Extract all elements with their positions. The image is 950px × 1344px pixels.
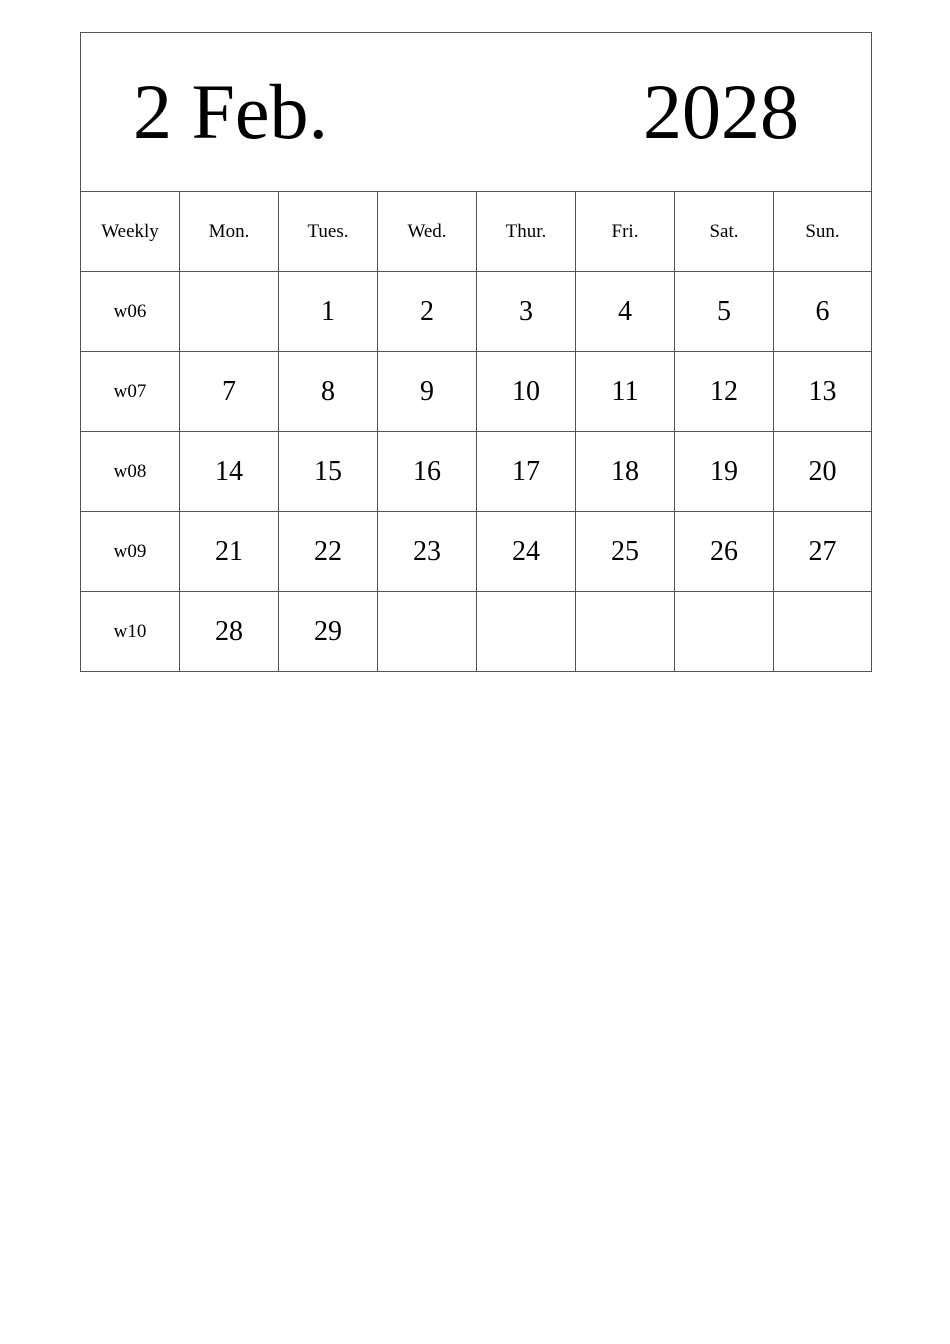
week-label: w10 <box>81 592 180 672</box>
day-cell: 25 <box>576 512 675 592</box>
day-cell: 19 <box>675 432 774 512</box>
day-cell: 21 <box>180 512 279 592</box>
day-cell: 15 <box>279 432 378 512</box>
column-header-wed: Wed. <box>378 192 477 272</box>
column-header-tue: Tues. <box>279 192 378 272</box>
day-cell: 26 <box>675 512 774 592</box>
day-cell: 4 <box>576 272 675 352</box>
column-header-mon: Mon. <box>180 192 279 272</box>
week-row <box>81 512 872 592</box>
column-header-thu: Thur. <box>477 192 576 272</box>
day-cell <box>675 592 774 672</box>
month-title: 2 Feb. <box>133 68 328 155</box>
calendar-header-row <box>81 33 872 192</box>
day-cell: 16 <box>378 432 477 512</box>
day-cell: 29 <box>279 592 378 672</box>
day-cell: 12 <box>675 352 774 432</box>
day-cell: 9 <box>378 352 477 432</box>
calendar-table <box>80 32 872 672</box>
day-cell: 23 <box>378 512 477 592</box>
column-header-sat: Sat. <box>675 192 774 272</box>
day-cell: 11 <box>576 352 675 432</box>
day-cell: 17 <box>477 432 576 512</box>
day-cell: 28 <box>180 592 279 672</box>
week-label: w06 <box>81 272 180 352</box>
day-cell <box>774 592 872 672</box>
day-cell: 10 <box>477 352 576 432</box>
day-cell: 8 <box>279 352 378 432</box>
day-cell <box>576 592 675 672</box>
week-row <box>81 352 872 432</box>
week-label: w07 <box>81 352 180 432</box>
day-cell <box>477 592 576 672</box>
day-cell: 24 <box>477 512 576 592</box>
day-cell: 14 <box>180 432 279 512</box>
day-cell: 6 <box>774 272 872 352</box>
calendar-header <box>81 33 872 192</box>
day-cell: 5 <box>675 272 774 352</box>
day-cell: 2 <box>378 272 477 352</box>
day-cell <box>180 272 279 352</box>
day-cell: 20 <box>774 432 872 512</box>
year-title: 2028 <box>643 68 799 155</box>
week-row <box>81 432 872 512</box>
day-cell: 3 <box>477 272 576 352</box>
day-cell <box>378 592 477 672</box>
day-cell: 13 <box>774 352 872 432</box>
week-row <box>81 592 872 672</box>
week-label: w08 <box>81 432 180 512</box>
column-header-fri: Fri. <box>576 192 675 272</box>
column-header-sun: Sun. <box>774 192 872 272</box>
week-row <box>81 272 872 352</box>
column-header-weekly: Weekly <box>81 192 180 272</box>
day-cell: 7 <box>180 352 279 432</box>
day-cell: 18 <box>576 432 675 512</box>
day-of-week-row <box>81 192 872 272</box>
day-cell: 22 <box>279 512 378 592</box>
day-cell: 27 <box>774 512 872 592</box>
day-cell: 1 <box>279 272 378 352</box>
week-label: w09 <box>81 512 180 592</box>
